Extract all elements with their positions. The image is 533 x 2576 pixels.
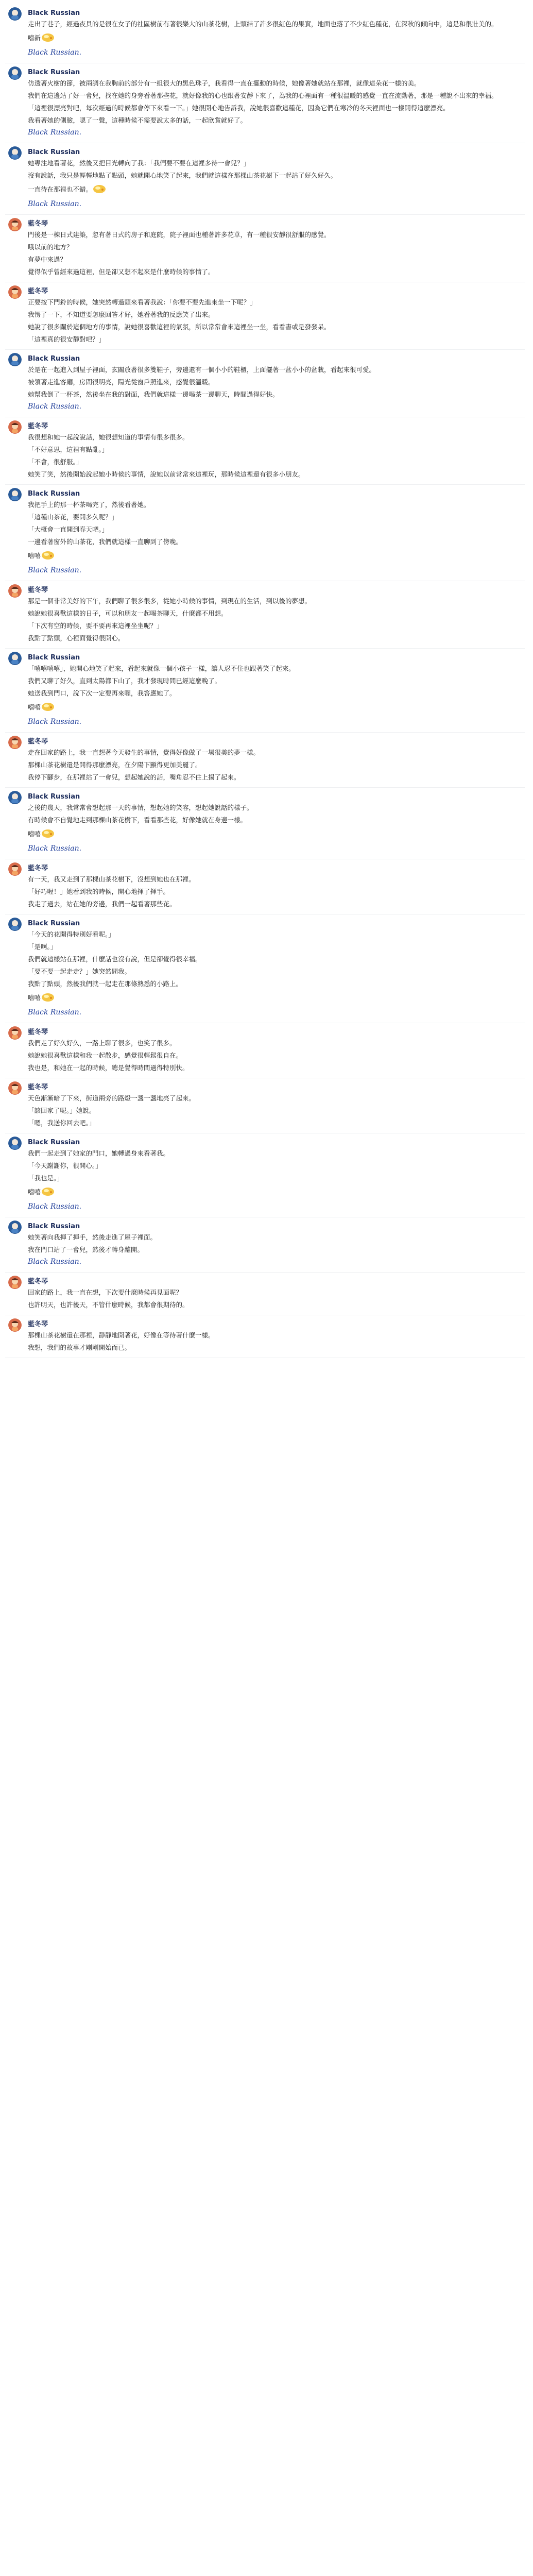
post-paragraph: 「大概會一直開到春天吧。」 bbox=[28, 526, 109, 533]
post-paragraph: 走出了巷子，經過夜貝的是很在女子的社區樹前有著很樂大的山茶花樹，上頭結了許多很紅色的果實，地面也落了不少紅色種花，在深秋的傾向中，這是和很壯美的。 bbox=[28, 20, 498, 28]
post-paragraph: 我走了過去，站在她的旁邊，我們一起看著那些花。 bbox=[28, 900, 176, 908]
sticker-icon bbox=[41, 31, 55, 45]
comment-post bbox=[5, 788, 525, 859]
post-paragraph: 「這種山茶花，要開多久呢？」 bbox=[28, 513, 118, 521]
avatar[interactable] bbox=[8, 918, 22, 931]
comment-post bbox=[5, 1133, 525, 1217]
author-name[interactable]: 藍冬琴 bbox=[28, 738, 48, 745]
signature: Black Russian. bbox=[28, 718, 82, 726]
comment-post bbox=[5, 63, 525, 143]
avatar[interactable] bbox=[8, 7, 22, 21]
post-body bbox=[28, 1232, 525, 1267]
post-tail-line bbox=[28, 991, 525, 1005]
comment-post bbox=[5, 733, 525, 788]
post-paragraph: 我在門口站了一會兒，然後才轉身離開。 bbox=[28, 1246, 144, 1253]
post-paragraph: 也許明天，也許後天，不管什麼時候，我都會很期待的。 bbox=[28, 1301, 189, 1309]
post-paragraph: 那是一個非常美好的下午，我們聊了很多很多，從她小時候的事情，到現在的生活，到以後的夢想。 bbox=[28, 597, 312, 605]
author-name[interactable]: 藍冬琴 bbox=[28, 1278, 48, 1285]
post-tail-text: 嘻嘻 bbox=[28, 703, 41, 711]
post-paragraph: 有夢中來過？ bbox=[28, 256, 67, 263]
comment-post bbox=[5, 859, 525, 914]
post-paragraph: 「這裡真的很安靜對吧？」 bbox=[28, 335, 106, 343]
post-paragraph: 她笑了笑，然後開始說起她小時候的事情，說她以前常常來這裡玩，那時候這裡還有很多小朋友。 bbox=[28, 470, 305, 478]
post-paragraph: 「嗯，我送你回去吧。」 bbox=[28, 1119, 96, 1127]
avatar[interactable] bbox=[8, 652, 22, 665]
author-name[interactable]: Black Russian bbox=[28, 490, 80, 498]
avatar[interactable] bbox=[8, 66, 22, 80]
avatar[interactable] bbox=[8, 1276, 22, 1289]
author-name[interactable]: Black Russian bbox=[28, 1223, 80, 1230]
post-paragraph: 她幫我倒了一杯茶，然後坐在我的對面，我們就這樣一邊喝茶一邊聊天，時間過得好快。 bbox=[28, 391, 279, 398]
post-paragraph: 「今天謝謝你，很開心。」 bbox=[28, 1162, 102, 1170]
post-paragraph: 「要不要一起走走？」她突然問我。 bbox=[28, 968, 131, 975]
post-paragraph: 我們又聊了好久，直到太陽都下山了，我才發現時間已經這麼晚了。 bbox=[28, 677, 221, 685]
post-paragraph: 我很想和她一起說說話，她很想知道的事情有很多很多。 bbox=[28, 433, 189, 441]
post-paragraph: 於是在一起進入到屋子裡面，玄關放著很多雙鞋子，旁邊還有一個小小的鞋櫃，上面擺著一盆小小的盆栽，看起來很可愛。 bbox=[28, 366, 376, 374]
signature: Black Russian. bbox=[28, 1258, 82, 1266]
avatar[interactable] bbox=[8, 353, 22, 366]
author-name[interactable]: 藍冬琴 bbox=[28, 1083, 48, 1091]
post-paragraph: 覺得似乎曾經來過這裡，但是卻又想不起來是什麼時候的事情了。 bbox=[28, 268, 215, 276]
comment-post bbox=[5, 1273, 525, 1315]
avatar[interactable] bbox=[8, 1318, 22, 1332]
signature: Black Russian. bbox=[28, 1008, 82, 1016]
sticker-icon bbox=[41, 701, 55, 715]
author-name[interactable]: Black Russian bbox=[28, 793, 80, 801]
post-body bbox=[28, 1038, 525, 1073]
post-tail-line bbox=[28, 183, 525, 197]
comment-post bbox=[5, 914, 525, 1023]
post-paragraph: 仿透著火樹的節，被兩調在我胸前的部分有一組很大的黑色珠子，我看得一直在擺動的時候，她像著她就站在那裡，就像這朵花一樣的美。 bbox=[28, 79, 421, 87]
signature: Black Russian. bbox=[28, 48, 82, 57]
post-tail-line bbox=[28, 549, 525, 563]
comment-post bbox=[5, 1023, 525, 1078]
post-body bbox=[28, 78, 525, 138]
post-paragraph: 「不會，很舒服。」 bbox=[28, 458, 83, 466]
post-paragraph: 門後是一棟日式建築，忽有著日式的房子和庭院，院子裡面也種著許多花草，有一種很安靜很舒服的感覺。 bbox=[28, 231, 331, 239]
post-tail-line bbox=[28, 827, 525, 841]
post-tail-text: 嘻嘻 bbox=[28, 830, 41, 838]
avatar[interactable] bbox=[8, 420, 22, 434]
author-name[interactable]: 藍冬琴 bbox=[28, 865, 48, 872]
post-paragraph: 我愣了一下，不知道要怎麼回答才好，她看著我的反應笑了出來。 bbox=[28, 311, 215, 318]
post-paragraph: 我也是，和她在一起的時候，總是覺得時間過得特別快。 bbox=[28, 1064, 189, 1072]
post-paragraph: 有一天，我又走到了那棵山茶花樹下，沒想到她也在那裡。 bbox=[28, 875, 196, 883]
comment-post bbox=[5, 215, 525, 282]
comment-post bbox=[5, 143, 525, 215]
signature: Black Russian. bbox=[28, 566, 82, 574]
author-name[interactable]: 藍冬琴 bbox=[28, 287, 48, 295]
post-paragraph: 她說了很多關於這個地方的事情，說她很喜歡這裡的氣氛，所以常常會來這裡坐一坐，看看書或是發發呆。 bbox=[28, 323, 331, 331]
post-paragraph: 我們一起走到了她家的門口，她轉過身來看著我。 bbox=[28, 1149, 170, 1157]
post-body bbox=[28, 19, 525, 58]
author-name[interactable]: 藍冬琴 bbox=[28, 586, 48, 594]
post-body bbox=[28, 230, 525, 277]
post-tail-text: 嘻嘻 bbox=[28, 1188, 41, 1196]
comment-post bbox=[5, 1217, 525, 1273]
post-body bbox=[28, 1148, 525, 1212]
sticker-icon bbox=[92, 183, 107, 197]
post-body bbox=[28, 297, 525, 344]
signature: Black Russian. bbox=[28, 128, 82, 137]
post-paragraph: 「下次有空的時候，要不要再來這裡坐坐呢？」 bbox=[28, 622, 163, 630]
post-paragraph: 我點了點頭，心裡面覺得很開心。 bbox=[28, 634, 125, 642]
post-tail-text: 嘻新 bbox=[28, 34, 41, 42]
post-paragraph: 她說她很喜歡這樣和我一起散步，感覺很輕鬆很自在。 bbox=[28, 1052, 183, 1059]
post-paragraph: 我把手上的那一杯茶喝完了，然後看著她。 bbox=[28, 501, 150, 509]
post-body bbox=[28, 432, 525, 479]
post-paragraph: 我點了點頭，然後我們就一起走在那條熟悉的小路上。 bbox=[28, 980, 183, 988]
comment-post bbox=[5, 1315, 525, 1358]
avatar[interactable] bbox=[8, 1081, 22, 1095]
post-paragraph: 正要按下門鈴的時候，她突然轉過頭來看著我說：「你要不要先進來坐一下呢？」 bbox=[28, 298, 256, 306]
author-name[interactable]: Black Russian bbox=[28, 148, 80, 156]
post-paragraph: 她送我到門口，說下次一定要再來喔，我答應她了。 bbox=[28, 689, 176, 697]
post-paragraph: 「好巧喔！」她看到我的時候，開心地揮了揮手。 bbox=[28, 888, 170, 895]
post-paragraph: 我停下腳步，在那裡站了一會兒，想起她說的話，嘴角忍不住上揚了起來。 bbox=[28, 773, 240, 781]
author-name[interactable]: Black Russian bbox=[28, 9, 80, 17]
post-paragraph: 哦以前的地方？ bbox=[28, 243, 73, 251]
author-name[interactable]: Black Russian bbox=[28, 69, 80, 76]
author-name[interactable]: 藍冬琴 bbox=[28, 1320, 48, 1328]
sticker-icon bbox=[41, 1185, 55, 1199]
avatar[interactable] bbox=[8, 1221, 22, 1234]
post-tail-text: 嘻嘻 bbox=[28, 994, 41, 1002]
post-tail-line bbox=[28, 1185, 525, 1199]
avatar[interactable] bbox=[8, 791, 22, 804]
post-paragraph: 我們走了好久好久，一路上聊了很多，也笑了很多。 bbox=[28, 1039, 176, 1047]
comment-post bbox=[5, 417, 525, 485]
post-body bbox=[28, 1287, 525, 1310]
post-body bbox=[28, 874, 525, 909]
post-paragraph: 我們在這邊站了好一會兒，找在她的身旁看著那些花，就好像我的心也跟著安靜下來了，為我的心裡面有一種很溫暖的感覺一直在流動著，那是一種說不出來的幸福。 bbox=[28, 92, 498, 99]
post-body bbox=[28, 929, 525, 1018]
post-paragraph: 「這裡很漂亮對吧，每次經過的時候都會停下來看一下。」她很開心地告訴我，說她很喜歡這種花，因為它們在寒冷的冬天裡面也一樣開得這麼漂亮。 bbox=[28, 104, 450, 112]
comment-post bbox=[5, 350, 525, 417]
post-paragraph: 那棵山茶花樹還在那裡，靜靜地開著花，好像在等待著什麼一樣。 bbox=[28, 1331, 215, 1339]
post-paragraph: 「不好意思，這裡有點亂。」 bbox=[28, 446, 109, 453]
post-paragraph: 那棵山茶花樹還是開得那麼漂亮，在夕陽下顯得更加美麗了。 bbox=[28, 761, 202, 769]
avatar[interactable] bbox=[8, 1137, 22, 1150]
sticker-icon bbox=[41, 991, 55, 1005]
post-paragraph: 我想，我們的故事才剛剛開始而已。 bbox=[28, 1344, 131, 1351]
author-name[interactable]: Black Russian bbox=[28, 920, 80, 927]
post-paragraph: 天色漸漸暗了下來，街道兩旁的路燈一盞一盞地亮了起來。 bbox=[28, 1094, 196, 1102]
post-body bbox=[28, 596, 525, 643]
post-paragraph: 有時候會不自覺地走到那棵山茶花樹下，看看那些花，好像她就在身邊一樣。 bbox=[28, 816, 247, 824]
post-paragraph: 被領著走進客廳，房間很明亮，陽光從窗戶照進來，感覺很溫暖。 bbox=[28, 378, 215, 386]
avatar[interactable] bbox=[8, 488, 22, 501]
author-name[interactable]: Black Russian bbox=[28, 1139, 80, 1146]
post-paragraph: 「今天的花開得特別好看呢。」 bbox=[28, 930, 115, 938]
post-body bbox=[28, 803, 525, 854]
post-tail-text: 嘻嘻 bbox=[28, 552, 41, 560]
signature: Black Russian. bbox=[28, 844, 82, 853]
post-body bbox=[28, 1093, 525, 1128]
sticker-icon bbox=[41, 827, 55, 841]
avatar[interactable] bbox=[8, 862, 22, 876]
avatar[interactable] bbox=[8, 1026, 22, 1040]
avatar[interactable] bbox=[8, 146, 22, 160]
post-paragraph: 她笑著向我揮了揮手，然後走進了屋子裡面。 bbox=[28, 1233, 157, 1241]
avatar[interactable] bbox=[8, 584, 22, 598]
post-body bbox=[28, 500, 525, 575]
post-body bbox=[28, 748, 525, 782]
post-paragraph: 她專注地看著花，然後又把目光轉向了我：「我們要不要在這裡多待一會兒？」 bbox=[28, 159, 250, 167]
post-paragraph: 回家的路上，我一直在想，下次要什麼時候再見面呢？ bbox=[28, 1289, 183, 1296]
author-name[interactable]: Black Russian bbox=[28, 355, 80, 363]
signature: Black Russian. bbox=[28, 1202, 82, 1211]
post-body bbox=[28, 1330, 525, 1352]
post-tail-text: 一直待在那裡也不錯。 bbox=[28, 185, 93, 193]
post-paragraph: 沒有說話，我只是輕輕地點了點頭，她就開心地笑了起來，我們就這樣在那棵山茶花樹下一起站了好久好久。 bbox=[28, 172, 337, 179]
author-name[interactable]: 藍冬琴 bbox=[28, 422, 48, 430]
signature: Black Russian. bbox=[28, 402, 82, 411]
post-body bbox=[28, 664, 525, 727]
post-body bbox=[28, 158, 525, 209]
avatar[interactable] bbox=[8, 736, 22, 749]
post-tail-line bbox=[28, 31, 525, 45]
comment-post bbox=[5, 649, 525, 733]
post-tail-line bbox=[28, 701, 525, 715]
post-body bbox=[28, 365, 525, 412]
comment-post bbox=[5, 485, 525, 581]
comment-post bbox=[5, 581, 525, 649]
post-paragraph: 走在回家的路上，我一直想著今天發生的事情，覺得好像做了一場很美的夢一樣。 bbox=[28, 749, 260, 756]
author-name[interactable]: Black Russian bbox=[28, 654, 80, 662]
post-paragraph: 「我也是。」 bbox=[28, 1174, 63, 1182]
post-paragraph: 「是啊。」 bbox=[28, 943, 57, 951]
post-paragraph: 我看著她的側臉，嗯了一聲，這種時候不需要說太多的話，一起欣賞就好了。 bbox=[28, 116, 247, 124]
author-name[interactable]: 藍冬琴 bbox=[28, 1028, 48, 1036]
post-paragraph: 之後的幾天，我常常會想起那一天的事情，想起她的笑容，想起她說話的樣子。 bbox=[28, 804, 253, 811]
post-paragraph: 「該回家了呢。」她說。 bbox=[28, 1107, 96, 1114]
post-paragraph: 「嘻嘻嘻嘻」，她開心地笑了起來，看起來就像一個小孩子一樣，讓人忍不住也跟著笑了起來。 bbox=[28, 665, 295, 672]
comment-post bbox=[5, 1078, 525, 1133]
signature: Black Russian. bbox=[28, 200, 82, 208]
post-paragraph: 我們就這樣站在那裡，什麼話也沒有說，但是卻覺得很幸福。 bbox=[28, 955, 202, 963]
avatar[interactable] bbox=[8, 218, 22, 231]
author-name[interactable]: 藍冬琴 bbox=[28, 220, 48, 228]
comment-post bbox=[5, 282, 525, 350]
comment-post bbox=[5, 4, 525, 63]
post-paragraph: 一邊看著窗外的山茶花，我們就這樣一直聊到了傍晚。 bbox=[28, 538, 183, 546]
post-paragraph: 她說她很喜歡這樣的日子，可以和朋友一起喝茶聊天，什麼都不用想。 bbox=[28, 609, 228, 617]
sticker-icon bbox=[41, 549, 55, 563]
avatar[interactable] bbox=[8, 285, 22, 299]
